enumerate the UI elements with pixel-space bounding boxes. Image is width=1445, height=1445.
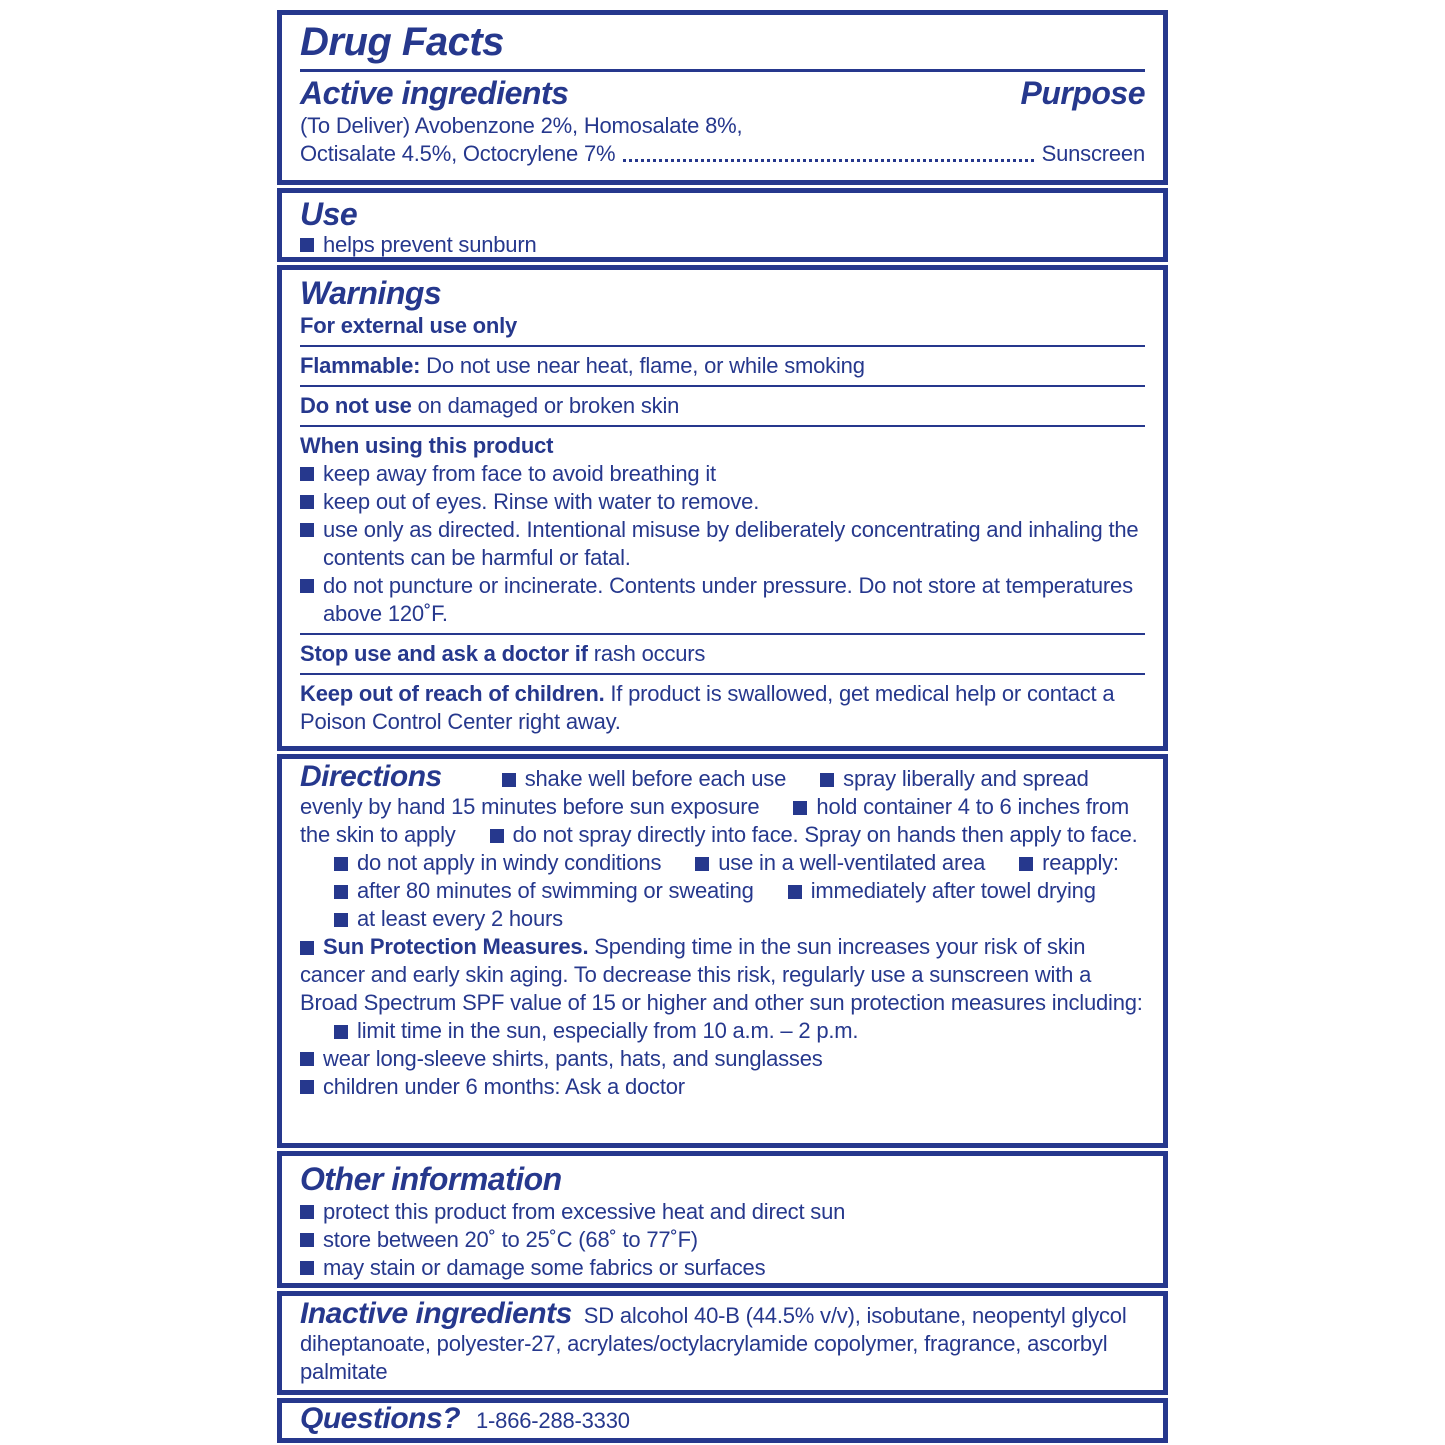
bullet-icon	[334, 913, 348, 927]
flammable-bold: Flammable:	[300, 353, 421, 378]
bullet-icon	[300, 1080, 314, 1094]
bullet-icon	[788, 885, 802, 899]
section-header	[277, 10, 1168, 185]
bullet-text: helps prevent sunburn	[323, 232, 537, 257]
section-questions	[277, 1398, 1168, 1443]
bullet-icon	[502, 773, 516, 787]
bullet-item	[300, 516, 1145, 572]
dotted-leader	[623, 159, 1033, 162]
bullet-text: use only as directed. Intentional misuse by deliberately concentrating and inhaling the contents can be harmful or fatal.	[323, 517, 1139, 570]
section-inactive-ingredients	[277, 1291, 1168, 1395]
inline-bullet-item: use in a well-ventilated area	[695, 850, 985, 875]
divider	[300, 425, 1145, 427]
do-not-use-rest: on damaged or broken skin	[411, 393, 680, 418]
bullet-text: wear long-sleeve shirts, pants, hats, and sunglasses	[323, 1046, 823, 1071]
bullet-icon	[334, 885, 348, 899]
when-using-subhead: When using this product	[300, 433, 554, 458]
bullet-icon	[300, 1233, 314, 1247]
section-warnings	[277, 265, 1168, 751]
bullet-text: keep away from face to avoid breathing it	[323, 461, 716, 486]
active-ingredients-line2: Octisalate 4.5%, Octocrylene 7%	[300, 141, 616, 166]
bullet-icon	[300, 238, 314, 252]
bullet-icon	[490, 829, 504, 843]
bullet-icon	[300, 1052, 314, 1066]
keep-out-rest: If product is swallowed, get medical help or contact a Poison Control Center right away.	[300, 681, 1115, 734]
divider	[300, 633, 1145, 635]
warnings-heading: Warnings	[300, 275, 442, 311]
drug-facts-title: Drug Facts	[300, 20, 504, 64]
bullet-item	[300, 1226, 1145, 1254]
use-heading: Use	[300, 196, 358, 232]
external-use-subhead: For external use only	[300, 313, 518, 338]
do-not-use-bold: Do not use	[300, 393, 412, 418]
bullet-icon	[300, 1261, 314, 1275]
bullet-item	[300, 488, 1145, 516]
bullet-icon	[1019, 857, 1033, 871]
bullet-text: may stain or damage some fabrics or surfaces	[323, 1255, 766, 1280]
directions-bullet-list	[300, 1045, 1145, 1101]
inline-bullet-item: limit time in the sun, especially from 10 a.m. – 2 p.m.	[334, 1018, 858, 1043]
purpose-value: Sunscreen	[1041, 141, 1145, 166]
bullet-item	[300, 231, 1145, 259]
keep-out-line	[300, 680, 1145, 736]
inactive-ingredients-heading: Inactive ingredients	[300, 1297, 572, 1330]
section-directions	[277, 754, 1168, 1148]
bullet-icon	[300, 941, 314, 955]
bullet-item	[300, 460, 1145, 488]
inline-bullet-item: after 80 minutes of swimming or sweating	[334, 878, 754, 903]
bullet-item	[300, 572, 1145, 628]
bullet-icon	[300, 579, 314, 593]
divider	[300, 673, 1145, 675]
bullet-text: children under 6 months: Ask a doctor	[323, 1074, 685, 1099]
bullet-icon	[820, 773, 834, 787]
inline-bullet-item: hold container 4 to 6 inches from the skin to apply	[300, 794, 1130, 847]
bullet-icon	[695, 857, 709, 871]
inline-bullet-item: spray liberally and spread evenly by hand 15 minutes before sun exposure	[300, 766, 1089, 819]
stop-use-bold: Stop use and ask a doctor if	[300, 641, 588, 666]
bullet-text: protect this product from excessive heat and direct sun	[323, 1199, 846, 1224]
bullet-text: store between 20˚ to 25˚C (68˚ to 77˚F)	[323, 1227, 698, 1252]
flammable-rest: Do not use near heat, flame, or while smoking	[420, 353, 865, 378]
inactive-ingredients-text: SD alcohol 40-B (44.5% v/v), isobutane, neopentyl glycol diheptanoate, polyester-27, acrylates/octylacrylamide copolymer, fragrance, ascorbyl palmitate	[300, 1303, 1127, 1384]
inline-bullet-bold: Sun Protection Measures.	[323, 934, 589, 959]
inline-bullet-item: reapply:	[1019, 850, 1119, 875]
inactive-ingredients-paragraph	[300, 1297, 1145, 1386]
bullet-item	[300, 1198, 1145, 1226]
divider	[300, 69, 1145, 72]
drug-facts-label	[277, 10, 1168, 1443]
active-ingredients-line1: (To Deliver) Avobenzone 2%, Homosalate 8%,	[300, 113, 743, 138]
bullet-icon	[334, 857, 348, 871]
bullet-text: do not puncture or incinerate. Contents under pressure. Do not store at temperatures above 120˚F.	[323, 573, 1133, 626]
bullet-text: keep out of eyes. Rinse with water to remove.	[323, 489, 760, 514]
bullet-item	[300, 1073, 1145, 1101]
inline-bullet-item: do not apply in windy conditions	[334, 850, 661, 875]
keep-out-bold: Keep out of reach of children.	[300, 681, 605, 706]
bullet-icon	[300, 467, 314, 481]
purpose-heading: Purpose	[1020, 75, 1145, 111]
do-not-use-line	[300, 392, 1145, 420]
inline-bullet-item: Sun Protection Measures. Spending time in the sun increases your risk of skin cancer and early skin aging. To decrease this risk, regularly use a sunscreen with a Broad Spectrum SPF value of 15 or higher and other sun protection measures including:	[300, 934, 1143, 1015]
stop-use-rest: rash occurs	[587, 641, 706, 666]
directions-heading: Directions	[300, 760, 442, 793]
stop-use-line	[300, 640, 1145, 668]
bullet-icon	[300, 523, 314, 537]
inline-bullet-item: immediately after towel drying	[788, 878, 1096, 903]
active-ingredients-heading: Active ingredients	[300, 75, 569, 111]
other-information-list	[300, 1198, 1145, 1282]
when-using-list	[300, 460, 1145, 628]
divider	[300, 345, 1145, 347]
flammable-line	[300, 352, 1145, 380]
sun-protection-paragraph	[300, 933, 1145, 1045]
questions-phone: 1-866-288-3330	[476, 1408, 630, 1433]
divider	[300, 385, 1145, 387]
bullet-item	[300, 1254, 1145, 1282]
section-use	[277, 188, 1168, 262]
bullet-icon	[334, 1025, 348, 1039]
other-information-heading: Other information	[300, 1161, 562, 1197]
use-list	[300, 231, 1145, 259]
directions-paragraph	[300, 760, 1145, 933]
bullet-icon	[793, 801, 807, 815]
bullet-icon	[300, 495, 314, 509]
bullet-icon	[300, 1205, 314, 1219]
inline-bullet-item: at least every 2 hours	[334, 906, 563, 931]
inline-bullet-item: do not spray directly into face. Spray on hands then apply to face.	[490, 822, 1138, 847]
inline-bullet-item: shake well before each use	[502, 766, 786, 791]
questions-heading: Questions?	[300, 1402, 461, 1435]
section-other-information	[277, 1151, 1168, 1288]
bullet-item	[300, 1045, 1145, 1073]
